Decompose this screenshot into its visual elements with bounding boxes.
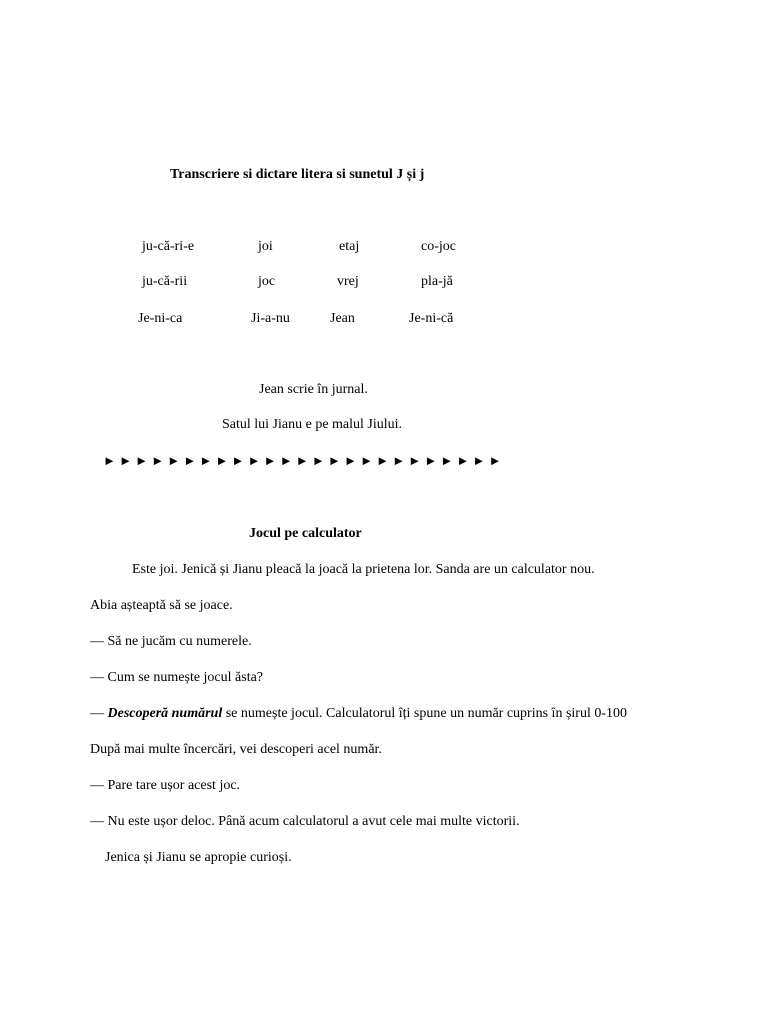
story-paragraph-3: După mai multe încercări, vei descoperi acel număr.	[90, 742, 382, 757]
story-paragraph-2: Abia așteaptă să se joace.	[90, 598, 233, 613]
dialogue-line-4: — Pare tare ușor acest joc.	[90, 778, 241, 793]
syllable-r3-c1: Je-ni-ca	[138, 311, 183, 326]
dialogue-line-1: — Să ne jucăm cu numerele.	[90, 634, 252, 649]
syllable-r2-c1: ju-că-rii	[142, 274, 188, 289]
arrow-separator: ►►►►►►►►►►►►►►►►►►►►►►►►►	[103, 453, 505, 468]
syllable-r1-c4: co-joc	[421, 239, 456, 254]
syllable-r3-c2: Ji-a-nu	[251, 311, 290, 326]
syllable-r2-c3: vrej	[337, 274, 359, 289]
dialogue-line-3	[90, 705, 627, 723]
dialogue-dash: —	[90, 706, 108, 721]
syllable-r3-c4: Je-ni-că	[409, 311, 454, 326]
syllable-r1-c1: ju-că-ri-e	[142, 239, 195, 254]
dialogue-line-5: — Nu este ușor deloc. Până acum calculatorul a avut cele mai multe victorii.	[90, 814, 520, 829]
dialogue-line-3-rest: se numește jocul. Calculatorul îți spune un număr cuprins în șirul 0-100	[222, 706, 627, 721]
syllable-r1-c2: joi	[258, 239, 273, 254]
sentence-1: Jean scrie în jurnal.	[259, 382, 368, 397]
syllable-r3-c3: Jean	[330, 311, 355, 326]
dialogue-line-2: — Cum se numește jocul ăsta?	[90, 670, 264, 685]
syllable-r2-c2: joc	[258, 274, 276, 289]
syllable-r1-c3: etaj	[339, 239, 360, 254]
story-paragraph-1: Este joi. Jenică și Jianu pleacă la joacă la prietena lor. Sanda are un calculator nou.	[132, 562, 595, 577]
story-title: Jocul pe calculator	[249, 526, 362, 541]
game-name-emphasis: Descoperă numărul	[107, 706, 223, 721]
syllable-r2-c4: pla-jă	[421, 274, 453, 289]
page-title: Transcriere si dictare litera si sunetul J și j	[170, 167, 425, 182]
sentence-2: Satul lui Jianu e pe malul Jiului.	[222, 417, 403, 432]
story-paragraph-4: Jenica și Jianu se apropie curioși.	[105, 850, 292, 865]
